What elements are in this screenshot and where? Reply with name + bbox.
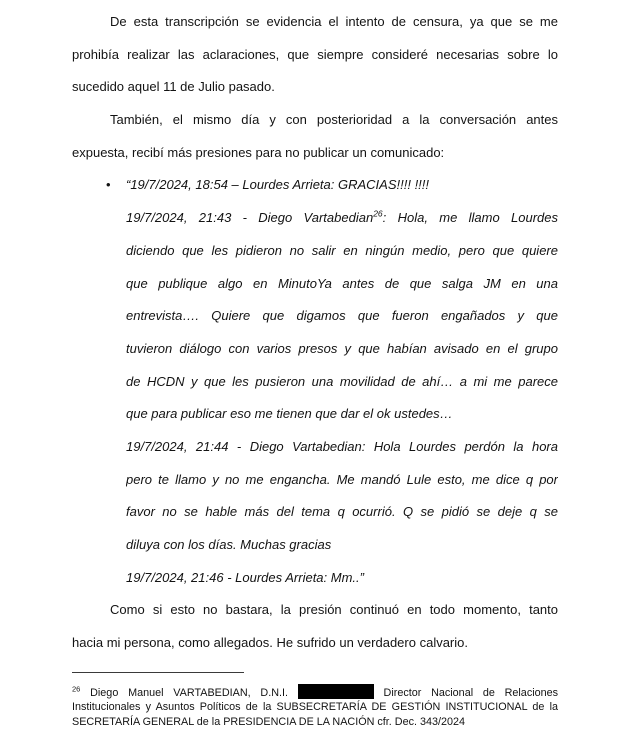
quote-line: “19/7/2024, 18:54 – Lourdes Arrieta: GRACIAS!!!! !!!! <box>126 177 430 193</box>
footnote-text: Diego Manuel VARTABEDIAN, D.N.I. <box>90 686 288 699</box>
footnote-text: Director Nacional de Relaciones <box>383 686 559 699</box>
footnote-reference-26: 26 <box>373 208 383 219</box>
quote-text: 19/7/2024, 21:43 - Diego Vartabedian <box>126 210 374 226</box>
paragraph-pressures-intro <box>72 104 558 169</box>
paragraph-line: sucedido aquel 11 de Julio pasado. <box>72 79 275 95</box>
quote-line: que para publicar eso me tienen que dar el ok ustedes… <box>126 406 453 422</box>
chat-transcript-quote <box>72 169 558 594</box>
quote-line: 19/7/2024, 21:46 - Lourdes Arrieta: Mm..” <box>126 569 364 585</box>
quote-line: entrevista…. Quiere que digamos que fueron engañados y que <box>126 308 558 324</box>
footnote-26 <box>72 681 558 730</box>
paragraph-line: De esta transcripción se evidencia el intento de censura, ya que se me <box>110 14 558 29</box>
quote-line: diciendo que les pidieron no salir en ningún medio, pero que quiere <box>126 242 558 258</box>
quote-line: pero te llamo y no me engancha. Me mandó Lule esto, me dice q por <box>126 471 558 487</box>
paragraph-line: expuesta, recibí más presiones para no publicar un comunicado: <box>72 144 445 160</box>
quote-line: 19/7/2024, 21:44 - Diego Vartabedian: Hola Lourdes perdón la hora <box>126 438 558 454</box>
footnote-marker: 26 <box>72 684 81 694</box>
paragraph-line: prohibía realizar las aclaraciones, que siempre consideré necesarias sobre lo <box>72 46 558 62</box>
quote-line: tuvieron diálogo con varios presos y que habían avisado en el grupo <box>126 340 558 356</box>
footnote-line: Institucionales y Asuntos Políticos de la SUBSECRETARÍA DE GESTIÓN INSTITUCIONAL de la <box>72 701 558 714</box>
quote-text: : Hola, me llamo Lourdes <box>382 210 558 226</box>
paragraph-line: Como si esto no bastara, la presión continuó en todo momento, tanto <box>110 602 558 618</box>
redaction-bar <box>298 684 374 699</box>
paragraph-line: También, el mismo día y con posterioridad a la conversación antes <box>110 112 558 128</box>
paragraph-calvario <box>72 594 558 659</box>
quote-line: diluya con los días. Muchas gracias <box>126 537 332 552</box>
bullet-icon: • <box>106 177 111 193</box>
paragraph-censorship <box>72 6 558 104</box>
quote-line: que publique algo en MinutoYa antes de que salga JM en una <box>126 275 558 291</box>
footnote-separator <box>72 672 244 673</box>
quote-line <box>126 202 558 235</box>
paragraph-line: hacia mi persona, como allegados. He sufrido un verdadero calvario. <box>72 635 468 651</box>
footnote-line: SECRETARÍA GENERAL de la PRESIDENCIA DE LA NACIÓN cfr. Dec. 343/2024 <box>72 715 466 728</box>
footnote-line <box>72 681 558 701</box>
quote-line: favor no se hable más del tema q ocurrió. Q se pidió se deje q se <box>126 504 558 520</box>
quote-line: de HCDN y que les pusieron una movilidad de ahí… a mi me parece <box>126 373 558 389</box>
